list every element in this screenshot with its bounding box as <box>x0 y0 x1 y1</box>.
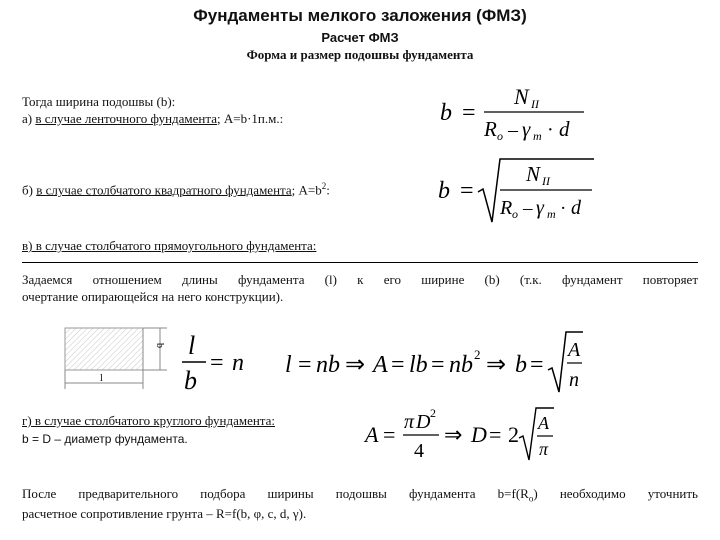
f4-rn: n <box>569 369 579 391</box>
strip-case <box>22 111 283 127</box>
f4-l: l <box>285 352 292 378</box>
page-subtitle: Расчет ФМЗ <box>321 30 399 45</box>
f1-minus: – <box>508 119 518 141</box>
formula-strip <box>430 80 590 146</box>
strip-case-prefix: а) <box>22 111 36 126</box>
f5-eq2: = <box>489 422 502 447</box>
formula-square <box>430 156 600 228</box>
f2-den-r: R <box>500 197 513 219</box>
f2-b: b <box>438 178 450 204</box>
f1-dot: · <box>547 119 554 141</box>
f4-nb: nb <box>316 352 340 378</box>
square-case-link: в случае столбчатого квадратного фундамента <box>36 182 292 198</box>
dim-b-label: b <box>154 343 165 348</box>
strip-intro: Тогда ширина подошвы (b): <box>22 94 176 109</box>
f4-arrow1: ⇒ <box>345 352 366 378</box>
footer-line-2: расчетное сопротивление грунта – R=f(b, φ, c, d, γ). <box>22 506 307 521</box>
f2-gamma: γ <box>536 197 544 219</box>
page-title: Фундаменты мелкого заложения (ФМЗ) <box>193 6 527 25</box>
square-sup: 2 <box>321 181 327 191</box>
f3-l: l <box>188 331 196 360</box>
f5-D: D <box>416 411 431 433</box>
square-case-suffix: ; A=b <box>291 182 322 198</box>
f4-A: A <box>373 352 388 378</box>
square-tail: : <box>326 182 330 198</box>
f5-four: 4 <box>414 440 424 462</box>
f5-eq1: = <box>383 422 396 447</box>
divider <box>22 262 698 263</box>
f4-eq4: = <box>530 352 544 378</box>
f3-n: n <box>232 350 244 376</box>
footer-line-1 <box>22 486 698 507</box>
f4-sq: 2 <box>474 347 481 362</box>
foundation-rect <box>65 328 143 370</box>
rect-para-1: Задаемся отношением длины фундамента (l) к его ширине (b) (т.к. фундамент повторяет <box>22 272 698 287</box>
f5-A: A <box>365 422 379 447</box>
f1-gamma-sub: m <box>533 129 542 143</box>
formula-round <box>362 402 562 468</box>
f5-D-sq: 2 <box>430 406 436 420</box>
f5-rpi: π <box>539 439 549 459</box>
f5-arrow: ⇒ <box>444 422 463 447</box>
f1-den-r: R <box>484 117 497 141</box>
foundation-plan-drawing <box>62 325 174 397</box>
f4-eq3: = <box>431 352 445 378</box>
strip-case-link: в случае ленточного фундамента <box>35 111 217 126</box>
f5-two: 2 <box>508 422 519 447</box>
f2-dot: · <box>560 198 567 219</box>
f4-nb2: nb <box>449 352 473 378</box>
square-case <box>22 178 330 198</box>
f2-d: d <box>571 197 581 219</box>
f2-minus: – <box>523 198 533 219</box>
footer-line-1-part2: ) необходимо уточнить <box>533 486 698 501</box>
f3-eq: = <box>210 350 224 376</box>
f4-lb: lb <box>409 352 428 378</box>
f3-b: b <box>184 366 197 395</box>
formula-ratio <box>180 326 254 396</box>
f2-eq: = <box>460 178 474 204</box>
footer-line-1-sub: o <box>528 493 534 504</box>
f5-pi: π <box>404 411 415 433</box>
round-note: b = D – диаметр фундамента. <box>22 432 188 446</box>
rect-para-2: очертание опирающейся на него конструкции). <box>22 289 284 304</box>
f1-d: d <box>559 117 570 141</box>
f1-den-r-sub: o <box>497 129 503 143</box>
f2-den-r-sub: o <box>512 207 518 221</box>
section-title: Форма и размер подошвы фундамента <box>246 47 474 62</box>
f2-num-sub: II <box>542 174 550 188</box>
dim-l-label: l <box>100 373 103 384</box>
f4-eq2: = <box>391 352 405 378</box>
f4-b: b <box>515 352 527 378</box>
f1-num: N <box>514 84 529 109</box>
f4-arrow2: ⇒ <box>486 352 507 378</box>
footer-line-1-part1: После предварительного подбора ширины подошвы фундамента b=f(R <box>22 486 529 501</box>
f5-D2: D <box>471 422 487 447</box>
f5-rA: A <box>538 413 549 433</box>
strip-case-suffix: ; A=b·1п.м.: <box>216 111 284 126</box>
f2-gamma-sub: m <box>547 207 556 221</box>
f1-b: b <box>440 100 452 126</box>
f1-eq: = <box>462 100 476 126</box>
square-case-prefix: б) <box>22 182 37 198</box>
rect-case: в) в случае столбчатого прямоугольного фундамента: <box>22 238 317 253</box>
f1-num-sub: II <box>531 97 539 111</box>
f2-num: N <box>526 162 541 186</box>
f4-rA: A <box>568 339 581 361</box>
f4-eq1: = <box>298 352 312 378</box>
formula-rect-chain <box>280 326 585 398</box>
f1-gamma: γ <box>522 117 531 141</box>
round-case: г) в случае столбчатого круглого фундамента: <box>22 413 276 428</box>
